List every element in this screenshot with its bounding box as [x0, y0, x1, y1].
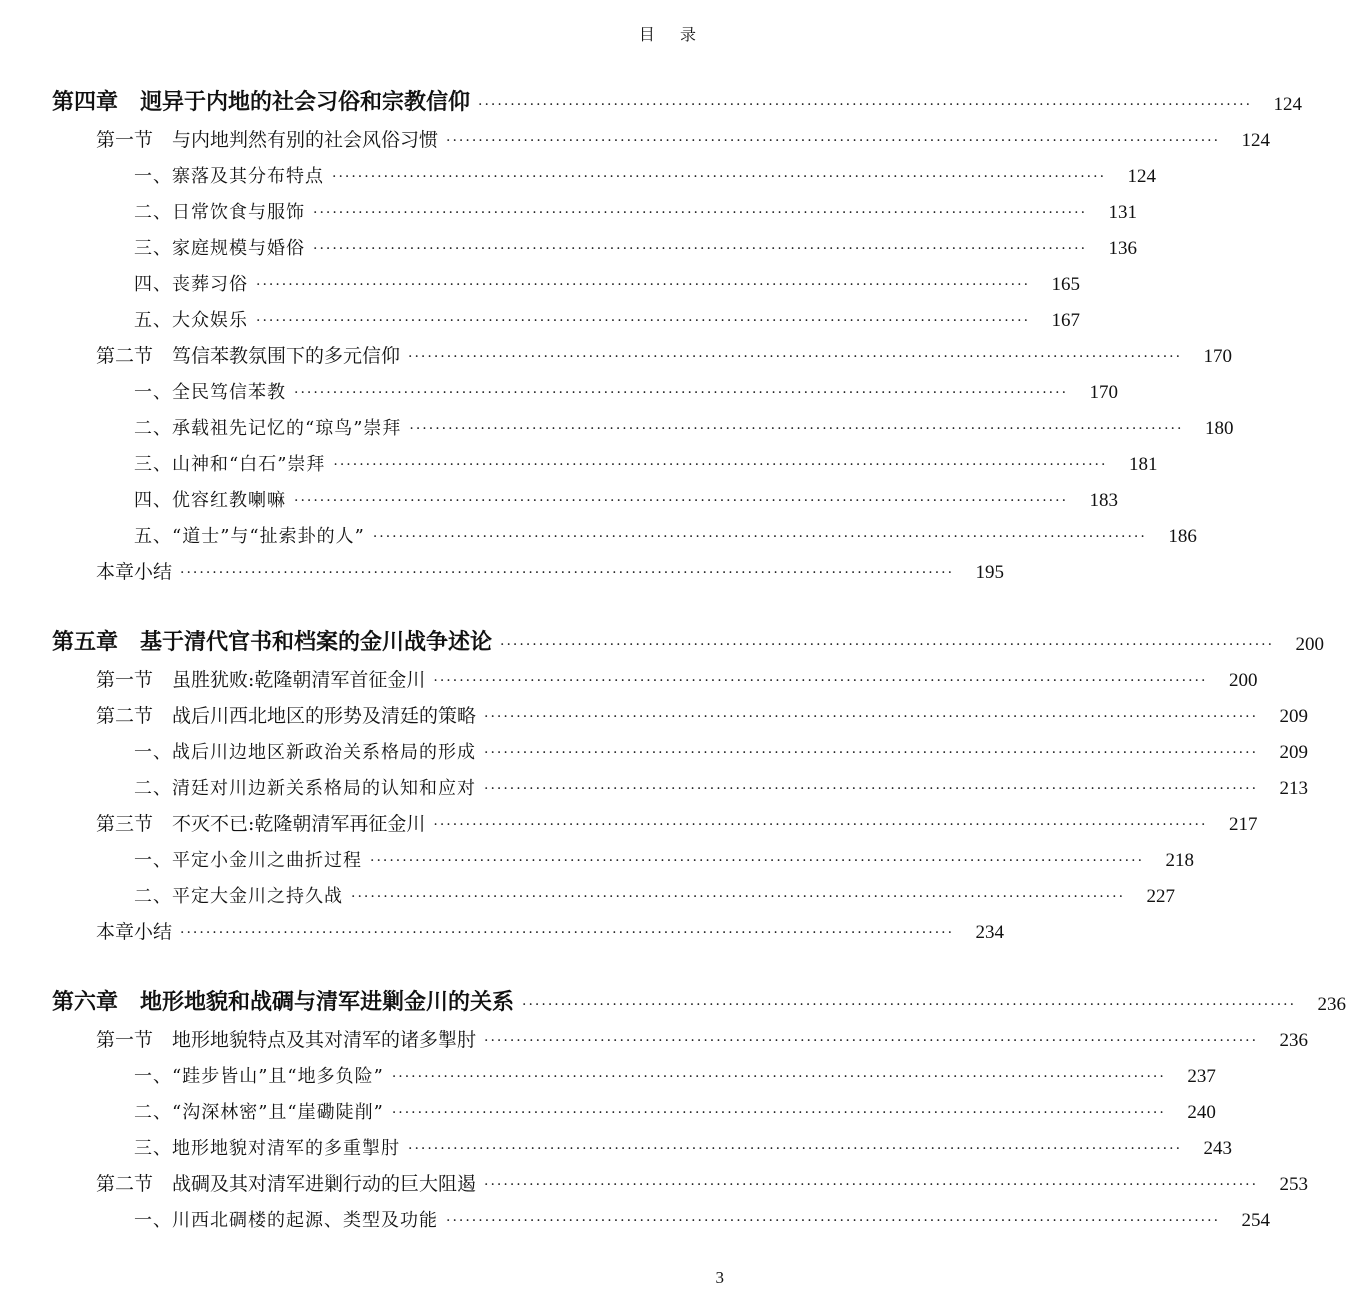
dot-leader: ························································································································	[256, 277, 1031, 293]
dot-leader: ························································································································	[180, 565, 955, 581]
toc-entry-title: 四、优容红教喇嘛	[134, 490, 286, 511]
toc-entry-title: 二、日常饮食与服饰	[134, 202, 305, 223]
toc-entry-title: 二、“沟深林密”且“崖磡陡削”	[134, 1102, 384, 1123]
toc-entry-page-number: 165	[1051, 274, 1081, 295]
toc-entry-item	[0, 444, 1158, 476]
dot-leader: ························································································································	[391, 1105, 1166, 1121]
toc-entry-title: 三、家庭规模与婚俗	[134, 238, 305, 259]
toc-entry-title: 第四章 迥异于内地的社会习俗和宗教信仰	[52, 90, 471, 115]
dot-leader: ························································································································	[484, 1033, 1259, 1049]
toc-entry-title: 一、战后川边地区新政治关系格局的形成	[134, 742, 476, 763]
toc-entry-title: 一、“跬步皆山”且“地多负险”	[134, 1066, 384, 1087]
toc-entry-item	[0, 1056, 1216, 1088]
toc-entry-page-number: 136	[1108, 238, 1138, 259]
toc-entry-page-number: 240	[1187, 1102, 1216, 1123]
toc-entry-item	[0, 516, 1197, 548]
toc-entry-section	[0, 1164, 1309, 1196]
toc-entry-chapter	[0, 624, 1325, 656]
dot-leader: ························································································································	[372, 529, 1147, 545]
toc-entry-title: 五、“道士”与“扯索卦的人”	[134, 526, 365, 547]
toc-entry-title: 第二节 战后川西北地区的形势及清廷的策略	[96, 705, 477, 727]
toc-entry-title: 二、平定大金川之持久战	[134, 886, 343, 907]
dot-leader: ························································································································	[484, 745, 1259, 761]
toc-entry-page-number: 234	[975, 922, 1005, 943]
toc-entry-title: 第二节 笃信苯教氛围下的多元信仰	[96, 345, 401, 367]
toc-entry-page-number: 200	[1228, 670, 1258, 691]
dot-leader: ························································································································	[446, 1213, 1221, 1229]
toc-entry-summary	[0, 552, 1005, 584]
toc-entry-page-number: 124	[1127, 166, 1157, 187]
dot-leader: ························································································································	[370, 853, 1145, 869]
toc-entry-section	[0, 660, 1258, 692]
toc-entry-title: 三、地形地貌对清军的多重掣肘	[134, 1138, 400, 1159]
dot-leader: ························································································································	[313, 205, 1088, 221]
toc-entry-item	[0, 228, 1138, 260]
toc-entry-title: 一、全民笃信苯教	[134, 382, 286, 403]
running-header: 目 录	[638, 25, 706, 44]
toc-entry-page-number: 217	[1228, 814, 1258, 835]
dot-leader: ························································································································	[180, 925, 955, 941]
toc-entry-page-number: 227	[1146, 886, 1176, 907]
toc-entry-title: 第二节 战碉及其对清军进剿行动的巨大阻遏	[96, 1173, 477, 1195]
toc-entry-item	[0, 192, 1138, 224]
toc-entry-title: 第一节 地形地貌特点及其对清军的诸多掣肘	[96, 1029, 477, 1051]
dot-leader: ························································································································	[408, 349, 1183, 365]
dot-leader: ························································································································	[313, 241, 1088, 257]
toc-entry-page-number: 195	[975, 562, 1005, 583]
dot-leader: ························································································································	[294, 493, 1069, 509]
toc-entry-page-number: 213	[1279, 778, 1309, 799]
dot-leader: ························································································································	[433, 817, 1208, 833]
toc-entry-page-number: 170	[1089, 382, 1119, 403]
dot-leader: ························································································································	[351, 889, 1126, 905]
toc-entry-page-number: 236	[1317, 994, 1346, 1015]
page-number: 3	[715, 1268, 724, 1287]
toc-entry-page-number: 236	[1279, 1030, 1309, 1051]
dot-leader: ························································································································	[433, 673, 1208, 689]
toc-entry-item	[0, 1092, 1216, 1124]
toc-entry-page-number: 124	[1273, 94, 1303, 115]
toc-entry-page-number: 218	[1165, 850, 1195, 871]
toc-entry-item	[0, 408, 1234, 440]
toc-entry-title: 本章小结	[96, 561, 173, 583]
toc-entry-section	[0, 336, 1233, 368]
toc-entry-section	[0, 1020, 1309, 1052]
dot-leader: ························································································································	[391, 1069, 1166, 1085]
toc-entry-item	[0, 876, 1176, 908]
dot-leader: ························································································································	[484, 709, 1259, 725]
toc-entry-page-number: 253	[1279, 1174, 1309, 1195]
toc-entry-item	[0, 840, 1195, 872]
toc-entry-page-number: 209	[1279, 742, 1309, 763]
toc-entry-title: 一、平定小金川之曲折过程	[134, 850, 362, 871]
toc-entry-title: 第一节 与内地判然有别的社会风俗习惯	[96, 129, 439, 151]
toc-entry-item	[0, 300, 1081, 332]
dot-leader: ························································································································	[484, 1177, 1259, 1193]
dot-leader: ························································································································	[256, 313, 1031, 329]
dot-leader: ························································································································	[332, 169, 1107, 185]
toc-entry-page-number: 209	[1279, 706, 1309, 727]
toc-entry-page-number: 167	[1051, 310, 1081, 331]
toc-entry-page-number: 186	[1168, 526, 1197, 547]
dot-leader: ························································································································	[409, 421, 1184, 437]
toc-entry-item	[0, 768, 1309, 800]
toc-entry-page-number: 124	[1241, 130, 1271, 151]
dot-leader: ························································································································	[478, 97, 1253, 113]
dot-leader: ························································································································	[500, 637, 1275, 653]
toc-entry-item	[0, 480, 1119, 512]
toc-entry-title: 第一节 虽胜犹败:乾隆朝清军首征金川	[96, 669, 426, 691]
toc-entry-title: 第五章 基于清代官书和档案的金川战争述论	[52, 630, 493, 655]
toc-entry-item	[0, 156, 1157, 188]
toc-entry-title: 本章小结	[96, 921, 173, 943]
toc-entry-title: 二、承载祖先记忆的“琼鸟”崇拜	[134, 418, 402, 439]
toc-entry-title: 一、寨落及其分布特点	[134, 166, 324, 187]
toc-entry-page-number: 183	[1089, 490, 1119, 511]
toc-entry-page-number: 180	[1204, 418, 1234, 439]
toc-entry-title: 五、大众娱乐	[134, 310, 248, 331]
dot-leader: ························································································································	[484, 781, 1259, 797]
toc-entry-chapter	[0, 84, 1303, 116]
toc-entry-item	[0, 372, 1119, 404]
dot-leader: ························································································································	[408, 1141, 1183, 1157]
toc-entry-chapter	[0, 984, 1346, 1016]
toc-entry-section	[0, 120, 1271, 152]
toc-entry-title: 第六章 地形地貌和战碉与清军进剿金川的关系	[52, 990, 515, 1015]
toc-entry-section	[0, 804, 1258, 836]
toc-entry-section	[0, 696, 1309, 728]
toc-entry-summary	[0, 912, 1005, 944]
dot-leader: ························································································································	[333, 457, 1108, 473]
toc-entry-title: 一、川西北碉楼的起源、类型及功能	[134, 1210, 438, 1231]
toc-entry-page-number: 200	[1295, 634, 1325, 655]
toc-entry-title: 四、丧葬习俗	[134, 274, 248, 295]
toc-entry-item	[0, 732, 1309, 764]
toc-entry-page-number: 254	[1241, 1210, 1271, 1231]
toc-entry-page-number: 170	[1203, 346, 1233, 367]
toc-entry-page-number: 131	[1108, 202, 1138, 223]
toc-entry-title: 三、山神和“白石”崇拜	[134, 454, 326, 475]
toc-entry-title: 二、清廷对川边新关系格局的认知和应对	[134, 778, 476, 799]
toc-entry-item	[0, 1200, 1271, 1232]
toc-entry-item	[0, 264, 1081, 296]
toc-entry-page-number: 181	[1128, 454, 1158, 475]
dot-leader: ························································································································	[446, 133, 1221, 149]
toc-entry-page-number: 237	[1187, 1066, 1216, 1087]
dot-leader: ························································································································	[294, 385, 1069, 401]
toc-entry-item	[0, 1128, 1233, 1160]
toc-entry-page-number: 243	[1203, 1138, 1233, 1159]
toc-entry-title: 第三节 不灭不已:乾隆朝清军再征金川	[96, 813, 426, 835]
dot-leader: ························································································································	[522, 997, 1297, 1013]
